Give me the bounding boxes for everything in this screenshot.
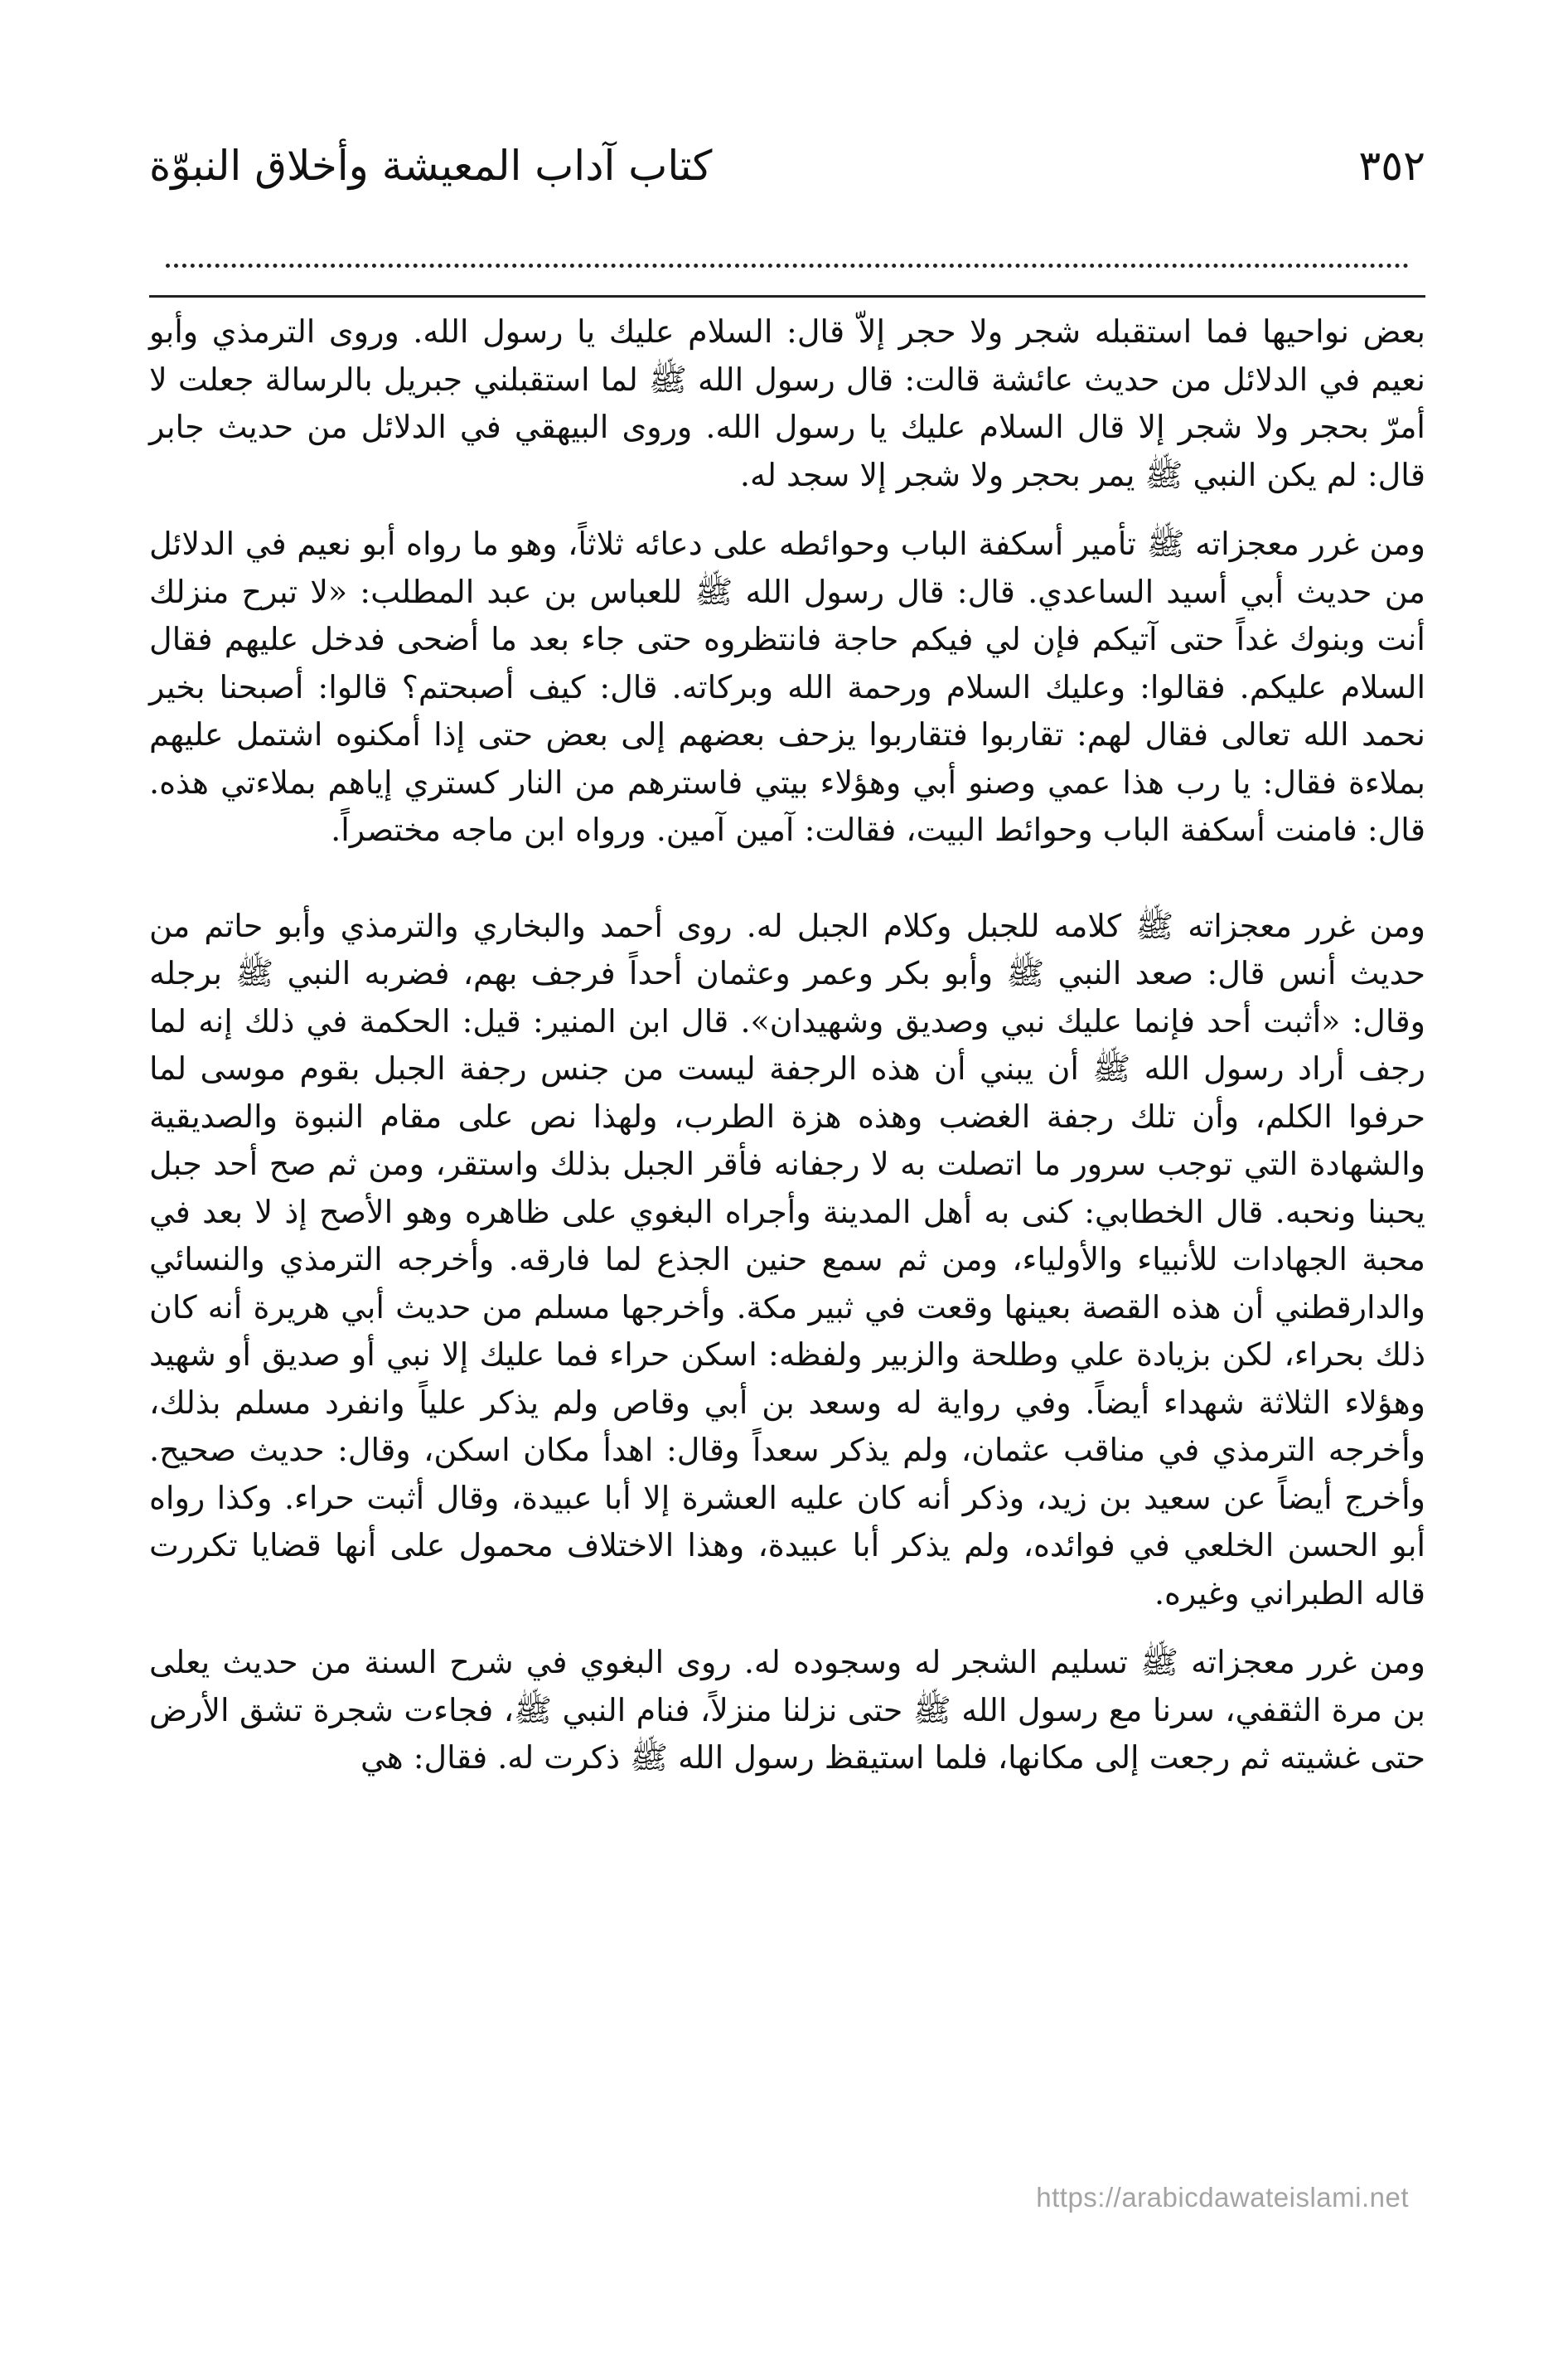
dotted-divider: [166, 264, 1409, 268]
paragraph-tree-prostration: ومن غرر معجزاته ﷺ تسليم الشجر له وسجوده له. روى البغوي في شرح السنة من حديث يعلى بن مرة الثقفي، سرنا مع رسول الله ﷺ حتى نزلنا منزلاً، فنام النبي ﷺ، فجاءت شجرة تشق الأرض حتى غشيته ثم رجعت إلى مكانها، فلما استيقظ رسول الله ﷺ ذكرت له. فقال: هي: [149, 1644, 1425, 1776]
page-header: [149, 137, 1425, 211]
paragraph-house-amen: ومن غرر معجزاته ﷺ تأمير أسكفة الباب وحوائطه على دعائه ثلاثاً، وهو ما رواه أبو نعيم في الدلائل من حديث أبي أسيد الساعدي. قال: قال رسول الله ﷺ للعباس بن عبد المطلب: «لا تبرح منزلك أنت وبنوك غداً حتى آتيكم فإن لي فيكم حاجة فانتظروه حتى جاء بعد ما أضحى فدخل عليهم فقال السلام عليكم. فقالوا: وعليك السلام ورحمة الله وبركاته. قال: كيف أصبحتم؟ قالوا: أصبحنا بخير نحمد الله تعالى فقال لهم: تقاربوا فتقاربوا يزحف بعضهم إلى بعض حتى إذا أمكنوه اشتمل عليهم بملاءة فقال: يا رب هذا عمي وصنو أبي وهؤلاء بيتي فاسترهم من النار كستري إياهم بملاءتي هذه. قال: فامنت أسكفة الباب وحوائط البيت، فقالت: آمين آمين. ورواه ابن ماجه مختصراً.: [149, 526, 1425, 848]
main-text: [149, 308, 1425, 2174]
header-rule: [149, 295, 1425, 298]
running-title: كتاب آداب المعيشة وأخلاق النبوّة: [149, 142, 713, 190]
page-number: ٣٥٢: [1358, 142, 1425, 190]
paragraph-trees-greeting: بعض نواحيها فما استقبله شجر ولا حجر إلاّ قال: السلام عليك يا رسول الله. وروى الترمذي وأبو نعيم في الدلائل من حديث عائشة قالت: قال رسول الله ﷺ لما استقبلني جبريل بالرسالة جعلت لا أمرّ بحجر ولا شجر إلا قال السلام عليك يا رسول الله. وروى البيهقي في الدلائل من حديث جابر قال: لم يكن النبي ﷺ يمر بحجر ولا شجر إلا سجد له.: [149, 313, 1425, 493]
paragraph-mount-uhud: ومن غرر معجزاته ﷺ كلامه للجبل وكلام الجبل له. روى أحمد والبخاري والترمذي وأبو حاتم من حديث أنس قال: صعد النبي ﷺ وأبو بكر وعمر وعثمان أحداً فرجف بهم، فضربه النبي ﷺ برجله وقال: «أثبت أحد فإنما عليك نبي وصديق وشهيدان». قال ابن المنير: قيل: الحكمة في ذلك إنه لما رجف أراد رسول الله ﷺ أن يبني أن هذه الرجفة ليست من جنس رجفة الجبل بقوم موسى لما حرفوا الكلم، وأن تلك رجفة الغضب وهذه هزة الطرب، ولهذا نص على مقام النبوة والصديقية والشهادة التي توجب سرور ما اتصلت به لا رجفانه فأقر الجبل بذلك واستقر، ومن ثم صح أحد جبل يحبنا ونحبه. قال الخطابي: كنى به أهل المدينة وأجراه البغوي على ظاهره وهو الأصح إذ لا بعد في محبة الجهادات للأنبياء والأولياء، ومن ثم سمع حنين الجذع لما فارقه. وأخرجه الترمذي والنسائي والدارقطني أن هذه القصة بعينها وقعت في ثبير مكة. وأخرجها مسلم من حديث أبي هريرة أنه كان ذلك بحراء، لكن بزيادة علي وطلحة والزبير ولفظه: اسكن حراء فما عليك إلا نبي أو صديق أو شهيد وهؤلاء الثلاثة شهداء أيضاً. وفي رواية له وسعد بن أبي وقاص ولم يذكر علياً وانفرد مسلم بذلك، وأخرجه الترمذي في مناقب عثمان، ولم يذكر سعداً وقال: اهدأ مكان اسكن، وقال: حديث صحيح. وأخرج أيضاً عن سعيد بن زيد، وذكر أنه كان عليه العشرة إلا أبا عبيدة، وقال أثبت حراء. وكذا رواه أبو الحسن الخلعي في فوائده، ولم يذكر أبا عبيدة، وهذا الاختلاف محمول على أنها قضايا تكررت قاله الطبراني وغيره.: [149, 907, 1425, 1612]
site-watermark: https://arabicdawateislami.net: [1036, 2182, 1409, 2213]
